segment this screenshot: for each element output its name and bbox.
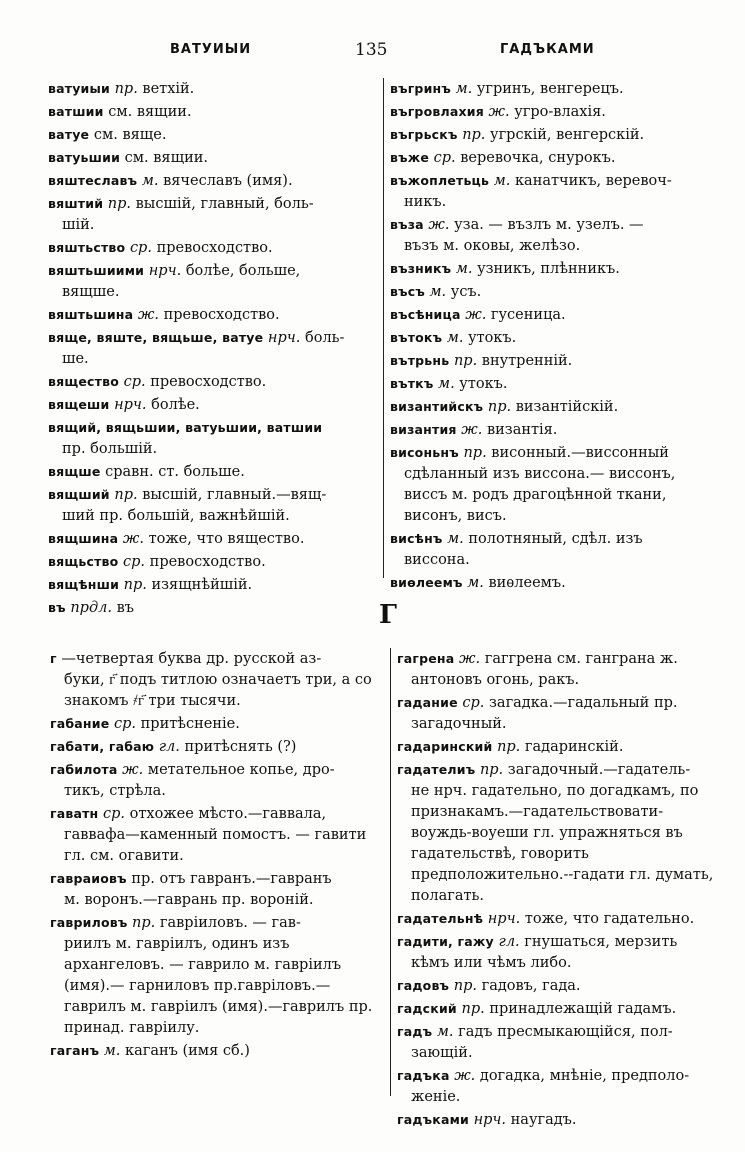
dictionary-entry bbox=[48, 327, 376, 370]
entry-grammar: ср. bbox=[114, 716, 137, 732]
entry-grammar: пр. bbox=[114, 487, 138, 503]
dictionary-entry bbox=[48, 304, 376, 326]
entry-headword: вътокъ bbox=[390, 330, 443, 345]
entry-grammar: м. bbox=[436, 1024, 454, 1040]
entry-headword: габилота bbox=[50, 762, 118, 777]
dictionary-entry bbox=[50, 713, 384, 735]
entry-continuation: риилъ м. гавріилъ, одинъ изъ архангеловъ. — гаврило м. гавріилъ (имя).— гарниловъ пр.гавріловъ.— гаврилъ м. гавріилъ (имя).—гаврилъ пр. принад. гавріилу. bbox=[64, 936, 373, 1036]
entry-definition: догадка, мнѣніе, предполо- bbox=[479, 1068, 690, 1084]
entry-definition: угро-влахія. bbox=[514, 104, 606, 120]
entry-definition: наугадъ. bbox=[510, 1112, 577, 1128]
entry-grammar: м. bbox=[103, 1043, 121, 1059]
dictionary-entry bbox=[48, 528, 376, 550]
entry-grammar: пр. bbox=[497, 739, 521, 755]
dictionary-entry bbox=[397, 736, 722, 758]
entry-headword: възникъ bbox=[390, 261, 452, 276]
entry-grammar: м. bbox=[429, 284, 447, 300]
dictionary-entry bbox=[397, 648, 722, 691]
entry-definition: внутренній. bbox=[481, 353, 573, 369]
entry-grammar: гл. bbox=[158, 739, 180, 755]
entry-continuation: пр. большій. bbox=[62, 441, 158, 457]
dictionary-entry bbox=[48, 193, 376, 236]
dictionary-entry bbox=[48, 551, 376, 573]
entry-headword: ватуьшии bbox=[48, 150, 121, 165]
entry-definition: гаггрена см. ганграна ж. bbox=[484, 651, 678, 667]
entry-definition: см. вяще. bbox=[93, 127, 167, 143]
dictionary-entry bbox=[397, 1065, 722, 1108]
entry-definition: византія. bbox=[486, 422, 558, 438]
entry-headword: вящѣнши bbox=[48, 577, 120, 592]
entry-continuation: кѣмъ или чѣмъ либо. bbox=[411, 955, 572, 971]
entry-definition: болѣе, больше, bbox=[185, 263, 301, 279]
entry-headword: ватуиыи bbox=[48, 81, 110, 96]
dictionary-entry bbox=[48, 260, 376, 303]
entry-headword: въ bbox=[48, 600, 66, 615]
dictionary-entry bbox=[390, 327, 720, 349]
entry-definition: тоже, что гадательно. bbox=[524, 911, 695, 927]
entry-grammar: нрч. bbox=[114, 397, 147, 413]
dictionary-entry bbox=[390, 528, 720, 571]
entry-grammar: ср. bbox=[103, 806, 126, 822]
entry-definition: см. вящии. bbox=[124, 150, 209, 166]
entry-grammar: пр. bbox=[479, 762, 504, 778]
entry-headword: вътрьнь bbox=[390, 353, 450, 368]
entry-definition: узникъ, плѣнникъ. bbox=[477, 261, 620, 277]
dictionary-entry bbox=[48, 101, 376, 123]
dictionary-entry bbox=[390, 101, 720, 123]
entry-headword: гадовъ bbox=[397, 978, 450, 993]
entry-grammar: м. bbox=[447, 531, 464, 547]
dictionary-entry bbox=[48, 371, 376, 393]
entry-grammar: пр. bbox=[461, 1001, 485, 1017]
entry-grammar: ж. bbox=[454, 1068, 476, 1084]
entry-headword: ватшии bbox=[48, 104, 104, 119]
entry-headword: гадаринский bbox=[397, 739, 493, 754]
entry-grammar: пр. bbox=[453, 978, 477, 994]
entry-grammar: м. bbox=[141, 173, 159, 189]
entry-definition: превосходство. bbox=[163, 307, 280, 323]
entry-continuation: никъ. bbox=[404, 194, 447, 210]
entry-grammar: пр. bbox=[123, 577, 147, 593]
entry-definition: превосходство. bbox=[156, 240, 273, 256]
entry-definition: утокъ. bbox=[459, 376, 508, 392]
dictionary-entry bbox=[50, 803, 384, 867]
entry-headword: гадити, гажу bbox=[397, 934, 494, 949]
dictionary-entry bbox=[50, 912, 384, 1039]
entry-grammar: ср. bbox=[433, 150, 456, 166]
entry-definition: усъ. bbox=[450, 284, 482, 300]
entry-headword: въжоплетьць bbox=[390, 173, 490, 188]
entry-headword: висѣнъ bbox=[390, 531, 443, 546]
entry-definition: утокъ. bbox=[468, 330, 517, 346]
entry-definition: тоже, что вящество. bbox=[148, 531, 305, 547]
entry-definition: уза. — възлъ м. узелъ. — bbox=[454, 217, 644, 233]
entry-headword: византия bbox=[390, 422, 457, 437]
column-bottom-right bbox=[397, 648, 722, 1132]
entry-headword: въгровлахия bbox=[390, 104, 484, 119]
entry-headword: въсъ bbox=[390, 284, 425, 299]
entry-headword: вяштий bbox=[48, 196, 104, 211]
entry-grammar: ж. bbox=[428, 217, 450, 233]
entry-grammar: ж. bbox=[461, 422, 483, 438]
entry-grammar: прдл. bbox=[70, 600, 112, 616]
entry-grammar: ж. bbox=[137, 307, 159, 323]
entry-definition: высшій, главный.—вящ- bbox=[142, 487, 327, 503]
entry-headword: въза bbox=[390, 217, 424, 232]
entry-grammar: нрч. bbox=[487, 911, 521, 927]
dictionary-entry bbox=[390, 442, 720, 527]
dictionary-entry bbox=[48, 417, 376, 460]
entry-definition: отхожее мѣсто.—гаввала, bbox=[129, 806, 327, 822]
entry-headword: вяштьство bbox=[48, 240, 126, 255]
entry-headword: висоньнъ bbox=[390, 445, 459, 460]
entry-grammar: нрч. bbox=[267, 330, 301, 346]
entry-headword: вящший bbox=[48, 487, 110, 502]
entry-headword: вящшина bbox=[48, 531, 119, 546]
entry-definition: загадочный.—гадатель- bbox=[507, 762, 691, 778]
dictionary-entry bbox=[50, 736, 384, 758]
entry-grammar: пр. bbox=[463, 445, 487, 461]
entry-grammar: пр. bbox=[487, 399, 512, 415]
entry-continuation: тикъ, стрѣла. bbox=[64, 783, 166, 799]
dictionary-entry bbox=[48, 597, 376, 619]
entry-definition: гнушаться, мерзить bbox=[524, 934, 678, 950]
dictionary-entry bbox=[48, 484, 376, 527]
entry-headword: вящьство bbox=[48, 554, 119, 569]
dictionary-entry bbox=[390, 214, 720, 257]
entry-headword: вящеши bbox=[48, 397, 110, 412]
column-divider-top bbox=[383, 78, 384, 578]
dictionary-entry bbox=[390, 78, 720, 100]
column-top-right bbox=[390, 78, 720, 595]
entry-definition: гадовъ, гада. bbox=[481, 978, 581, 994]
entry-definition: см. вящии. bbox=[108, 104, 192, 120]
entry-headword: вяштьшина bbox=[48, 307, 134, 322]
dictionary-entry bbox=[390, 396, 720, 418]
entry-definition: принадлежащій гадамъ. bbox=[489, 1001, 677, 1017]
entry-definition: каганъ (имя сб.) bbox=[125, 1043, 250, 1059]
dictionary-entry bbox=[397, 692, 722, 735]
entry-continuation: сдѣланный изъ виссона.— виссонъ, виссъ м. родъ драгоцѣнной ткани, висонъ, висъ. bbox=[404, 466, 676, 524]
entry-definition: веревочка, снурокъ. bbox=[460, 150, 616, 166]
entry-definition: —четвертая буква др. русской аз- bbox=[61, 651, 322, 667]
entry-grammar: нрч. bbox=[148, 263, 182, 279]
entry-continuation: шій. bbox=[62, 217, 95, 233]
entry-continuation: ший пр. большій, важнѣйшій. bbox=[62, 508, 290, 524]
entry-headword: вящий, вящьшии, ватуьшии, ватшии bbox=[48, 420, 323, 435]
entry-headword: г bbox=[50, 651, 57, 666]
entry-definition: угрскій, венгерскій. bbox=[490, 127, 645, 143]
dictionary-entry bbox=[390, 572, 720, 594]
entry-grammar: м. bbox=[455, 81, 473, 97]
dictionary-entry bbox=[48, 147, 376, 169]
dictionary-entry bbox=[48, 170, 376, 192]
entry-definition: болѣе. bbox=[151, 397, 200, 413]
entry-headword: гадский bbox=[397, 1001, 457, 1016]
entry-definition: виѳлеемъ. bbox=[488, 575, 566, 591]
dictionary-entry bbox=[50, 759, 384, 802]
entry-continuation: не нрч. гадательно, по догадкамъ, по признакамъ.—гадательствовати-воуждь-воуеши гл. упражняться въ гадательствѣ, говорить предположительно.--гадати гл. думать, полагать. bbox=[411, 783, 714, 904]
dictionary-entry bbox=[397, 931, 722, 974]
entry-grammar: гл. bbox=[498, 934, 520, 950]
entry-definition: притѣснять (?) bbox=[184, 739, 297, 755]
dictionary-entry bbox=[390, 124, 720, 146]
entry-headword: въткъ bbox=[390, 376, 434, 391]
entry-definition: угринъ, венгерецъ. bbox=[476, 81, 624, 97]
entry-headword: вяще, вяште, вящьше, ватуе bbox=[48, 330, 264, 345]
entry-headword: вящше bbox=[48, 464, 101, 479]
entry-definition: притѣсненіе. bbox=[140, 716, 240, 732]
entry-definition: сравн. ст. больше. bbox=[105, 464, 245, 480]
entry-grammar: м. bbox=[493, 173, 511, 189]
entry-grammar: ср. bbox=[123, 374, 146, 390]
entry-headword: гадательнѣ bbox=[397, 911, 484, 926]
entry-grammar: м. bbox=[467, 575, 484, 591]
running-head bbox=[0, 40, 745, 64]
dictionary-entry bbox=[390, 304, 720, 326]
entry-continuation: загадочный. bbox=[411, 716, 507, 732]
dictionary-entry bbox=[50, 1040, 384, 1062]
dictionary-entry bbox=[390, 419, 720, 441]
dictionary-entry bbox=[50, 868, 384, 911]
entry-definition: гадъ пресмыкающійся, пол- bbox=[458, 1024, 673, 1040]
dictionary-entry bbox=[390, 350, 720, 372]
dictionary-entry bbox=[390, 170, 720, 213]
entry-headword: гадъка bbox=[397, 1068, 450, 1083]
entry-continuation: женіе. bbox=[411, 1089, 461, 1105]
entry-continuation: антоновъ огонь, ракъ. bbox=[411, 672, 580, 688]
entry-headword: гагрена bbox=[397, 651, 455, 666]
entry-headword: въгринъ bbox=[390, 81, 451, 96]
entry-headword: византийскъ bbox=[390, 399, 484, 414]
entry-grammar: ж. bbox=[465, 307, 487, 323]
entry-headword: въсѣница bbox=[390, 307, 461, 322]
entry-grammar: ж. bbox=[459, 651, 481, 667]
entry-grammar: ср. bbox=[129, 240, 152, 256]
entry-headword: габание bbox=[50, 716, 110, 731]
entry-definition: пр. отъ гавранъ.—гавранъ bbox=[131, 871, 332, 887]
dictionary-entry bbox=[390, 258, 720, 280]
dictionary-entry bbox=[397, 975, 722, 997]
entry-grammar: м. bbox=[455, 261, 473, 277]
dictionary-entry bbox=[48, 124, 376, 146]
entry-definition: высшій, главный, боль- bbox=[135, 196, 314, 212]
entry-headword: вяштеславъ bbox=[48, 173, 138, 188]
entry-headword: гадъками bbox=[397, 1112, 469, 1127]
column-bottom-left bbox=[50, 648, 384, 1063]
entry-definition: гадаринскій. bbox=[524, 739, 624, 755]
header-right-word: ГАДЪКАМИ bbox=[500, 42, 595, 57]
entry-headword: гавраиовъ bbox=[50, 871, 127, 886]
entry-definition: превосходство. bbox=[150, 374, 267, 390]
entry-grammar: пр. bbox=[132, 915, 156, 931]
entry-continuation: м. воронъ.—гаврань пр. вороній. bbox=[64, 892, 314, 908]
entry-continuation: вящше. bbox=[62, 284, 120, 300]
entry-grammar: ж. bbox=[122, 762, 144, 778]
entry-continuation: зающій. bbox=[411, 1045, 473, 1061]
entry-continuation: буки, г҃ подъ титлою означаетъ три, а со знакомъ ҂г҃ три тысячи. bbox=[64, 672, 372, 709]
entry-grammar: ср. bbox=[123, 554, 146, 570]
entry-definition: висонный.—виссонный bbox=[491, 445, 669, 461]
header-left-word: ВАТУИЫИ bbox=[170, 42, 252, 57]
entry-grammar: м. bbox=[438, 376, 455, 392]
entry-definition: византійскій. bbox=[515, 399, 619, 415]
dictionary-entry bbox=[50, 648, 384, 712]
column-divider-bottom bbox=[390, 648, 391, 1096]
entry-definition: ветхій. bbox=[142, 81, 195, 97]
dictionary-entry bbox=[397, 908, 722, 930]
entry-grammar: нрч. bbox=[473, 1112, 507, 1128]
dictionary-entry bbox=[397, 998, 722, 1020]
entry-definition: метательное копье, дро- bbox=[147, 762, 335, 778]
entry-grammar: ж. bbox=[488, 104, 510, 120]
entry-grammar: пр. bbox=[107, 196, 132, 212]
entry-definition: гавріиловъ. — гав- bbox=[159, 915, 301, 931]
entry-definition: полотняный, сдѣл. изъ bbox=[468, 531, 643, 547]
entry-headword: вящество bbox=[48, 374, 119, 389]
entry-definition: превосходство. bbox=[149, 554, 266, 570]
dictionary-entry bbox=[390, 281, 720, 303]
entry-headword: гаватн bbox=[50, 806, 99, 821]
entry-definition: канатчикъ, веревоч- bbox=[514, 173, 672, 189]
entry-headword: гадателиъ bbox=[397, 762, 476, 777]
entry-continuation: гаввафа—каменный помостъ. — гавити гл. см. огавити. bbox=[64, 827, 367, 864]
entry-grammar: ср. bbox=[462, 695, 485, 711]
dictionary-entry bbox=[48, 461, 376, 483]
entry-headword: въгрьскъ bbox=[390, 127, 458, 142]
dictionary-entry bbox=[48, 574, 376, 596]
entry-definition: въ bbox=[116, 600, 134, 616]
entry-headword: виѳлеемъ bbox=[390, 575, 463, 590]
dictionary-entry bbox=[48, 394, 376, 416]
entry-continuation: виссона. bbox=[404, 552, 470, 568]
entry-grammar: пр. bbox=[462, 127, 486, 143]
dictionary-entry bbox=[397, 1021, 722, 1064]
entry-grammar: пр. bbox=[453, 353, 478, 369]
dictionary-entry bbox=[48, 78, 376, 100]
dictionary-entry bbox=[390, 373, 720, 395]
dictionary-entry bbox=[397, 1109, 722, 1131]
entry-grammar: пр. bbox=[114, 81, 138, 97]
entry-headword: гаганъ bbox=[50, 1043, 100, 1058]
entry-grammar: ж. bbox=[122, 531, 144, 547]
entry-headword: гавриловъ bbox=[50, 915, 128, 930]
entry-headword: гадание bbox=[397, 695, 458, 710]
entry-headword: габати, габаю bbox=[50, 739, 155, 754]
entry-headword: вяштьшиими bbox=[48, 263, 145, 278]
entry-definition: изящнѣйшій. bbox=[151, 577, 253, 593]
entry-headword: въже bbox=[390, 150, 430, 165]
entry-definition: вячеславъ (имя). bbox=[163, 173, 293, 189]
entry-definition: боль- bbox=[304, 330, 345, 346]
entry-headword: гадъ bbox=[397, 1024, 433, 1039]
dictionary-entry bbox=[48, 237, 376, 259]
entry-definition: загадка.—гадальный пр. bbox=[489, 695, 678, 711]
entry-continuation: ше. bbox=[62, 351, 89, 367]
dictionary-entry bbox=[397, 759, 722, 907]
column-top-left bbox=[48, 78, 376, 620]
entry-continuation: възъ м. оковы, желѣзо. bbox=[404, 238, 581, 254]
entry-grammar: м. bbox=[446, 330, 464, 346]
section-letter: Г bbox=[379, 600, 397, 630]
page-number: 135 bbox=[355, 40, 388, 60]
dictionary-entry bbox=[390, 147, 720, 169]
entry-headword: ватуе bbox=[48, 127, 90, 142]
entry-definition: гусеница. bbox=[490, 307, 566, 323]
